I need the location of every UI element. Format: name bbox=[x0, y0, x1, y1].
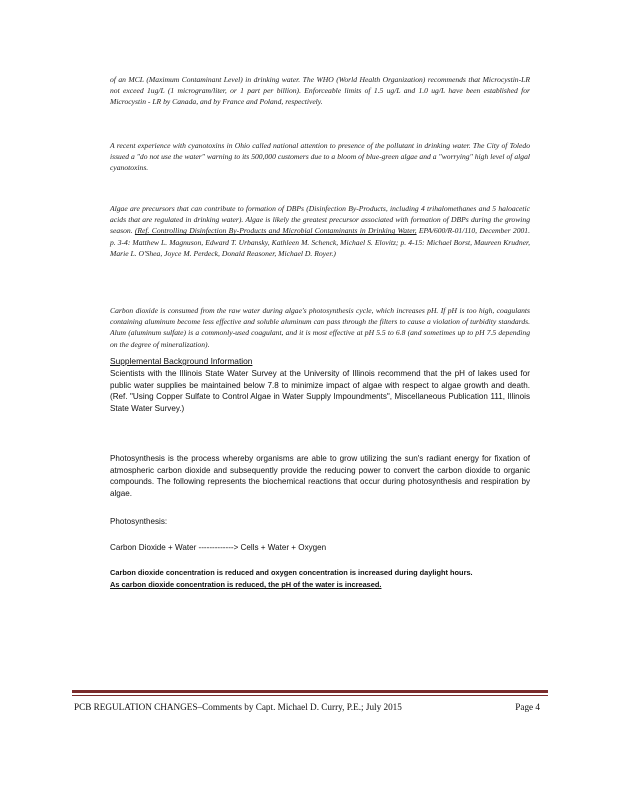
paragraph-toledo: A recent experience with cyanotoxins in Ohio called national attention to presence of the pollutant in drinking water. The City of Toledo issued a "do not use the water" warning to its 500,000 customers due to a bloom of blue-green algae and a "worrying" high level of algal cyanotoxins. bbox=[110, 141, 530, 173]
section-heading: Supplemental Background Information bbox=[110, 356, 253, 366]
dbp-text: Algae are precursors that can contribute to formation of DBPs (Disinfection By-Products, including 4 trihalomethanes and 5 haloacetic acids that are regulated in drinking water). Algae is likely the greatest precursor associated with formation of DBPs during the growing season. bbox=[110, 204, 530, 236]
paragraph-dbp bbox=[110, 203, 530, 259]
footer-rule-thick bbox=[72, 690, 548, 693]
photosynthesis-label: Photosynthesis: bbox=[110, 517, 168, 526]
bold-statement-2: As carbon dioxide concentration is reduced, the pH of the water is increased. bbox=[110, 580, 382, 590]
page-number: Page 4 bbox=[515, 702, 540, 712]
bold-statement-1: Carbon dioxide concentration is reduced and oxygen concentration is increased during daylight hours. bbox=[110, 568, 473, 577]
dbp-reference-authors: EPA/600/R-01/110, December 2001. p. 3-4: Matthew L. Magnuson, Edward T. Urbansky, Kathleen M. Schenck, Michael S. Elovitz; p. 4-15: Michael Borst, Maureen Krudner, Marie L. O'Shea, Joyce M. Perdeck, Donald Reasoner, Michael D. Royer.) bbox=[110, 226, 530, 258]
paragraph-mcl: of an MCL (Maximum Contaminant Level) in drinking water. The WHO (World Health Organization) recommends that Microcystin-LR not exceed 1ug/L (1 microgram/liter, or 1 part per billion). Enforceable limits of 1.5 ug/L and 1.0 ug/L have been established for Microcystin - LR by Canada, and by France and Poland, respectively. bbox=[110, 75, 530, 107]
footer-title: PCB REGULATION CHANGES–Comments by Capt. Michael D. Curry, P.E.; July 2015 bbox=[74, 702, 402, 712]
paragraph-carbon-dioxide: Carbon dioxide is consumed from the raw water during algae's photosynthesis cycle, which increases pH. If pH is too high, coagulants containing aluminum become less effective and soluble aluminum can pass through the filters to cause a violation of turbidity standards. Alum (aluminum sulfate) is a commonly-used coagulant, and it is most effective at pH 5.5 to 6.8 (and sometimes up to pH 7.5 depending on the degree of mineralization). bbox=[110, 306, 530, 349]
footer-rule-thin bbox=[72, 695, 548, 696]
dbp-reference-title: (Ref. Controlling Disinfection By-Products and Microbial Contaminants in Drinking Water, bbox=[134, 226, 417, 236]
photosynthesis-equation: Carbon Dioxide + Water -------------> Cells + Water + Oxygen bbox=[110, 543, 327, 552]
paragraph-isws: Scientists with the Illinois State Water Survey at the University of Illinois recommend that the pH of lakes used for public water supplies be maintained below 7.8 to minimize impact of algae with respect to algae growth and death. (Ref. "Using Copper Sulfate to Control Algae in Water Supply Impoundments", Miscellaneous Publication 111, Illinois State Water Survey.) bbox=[110, 369, 530, 413]
paragraph-photosynthesis: Photosynthesis is the process whereby organisms are able to grow utilizing the sun's radiant energy for fixation of atmospheric carbon dioxide and subsequently provide the reducing power to convert the carbon dioxide to organic compounds. The following represents the biochemical reactions that occur during photosynthesis and respiration by algae. bbox=[110, 454, 530, 498]
bold-statements bbox=[110, 567, 530, 592]
